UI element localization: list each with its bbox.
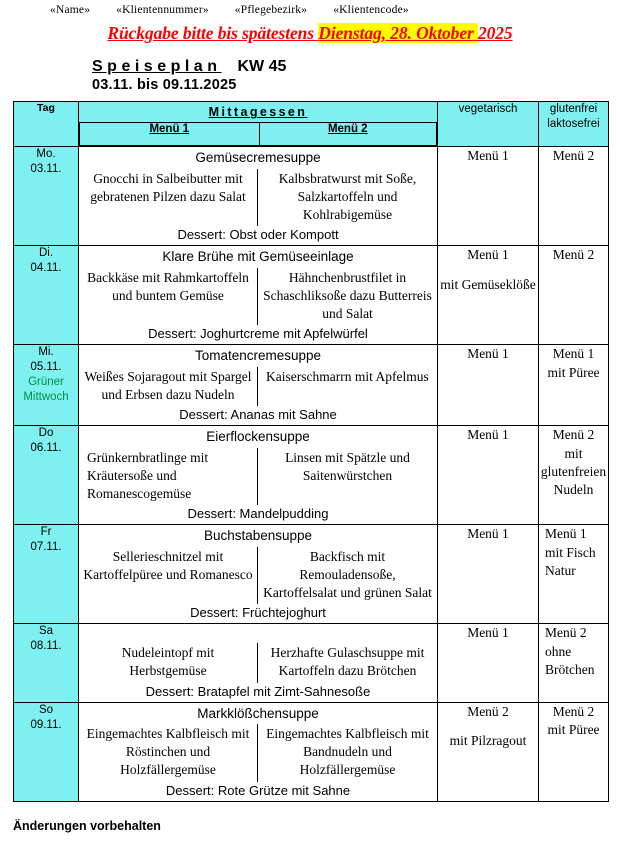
column-header-lunch-group — [79, 102, 438, 147]
menu-columns — [79, 724, 437, 781]
day-date: 05.11. — [30, 361, 62, 374]
dessert-text: Dessert: Ananas mit Sahne — [179, 406, 337, 422]
vegetarian-menu: Menü 2 — [467, 704, 509, 720]
table-row — [14, 624, 609, 703]
dessert-text: Dessert: Mandelpudding — [187, 505, 329, 521]
dessert-text: Dessert: Rote Grütze mit Sahne — [165, 782, 351, 798]
vegetarian-menu: Menü 1 — [467, 346, 509, 362]
vegetarian-cell — [438, 147, 539, 246]
menu-columns — [79, 268, 437, 325]
menu-2-text: Hähnchenbrustfilet in Schaschliksoße dazu Butterreis und Salat — [263, 269, 432, 321]
menu-2-text: Kalbsbratwurst mit Soße, Salzkartoffeln und Kohlrabigemüse — [278, 170, 417, 222]
menu-2-text: Backfisch mit Remouladensoße, Kartoffelsalat und grünen Salat — [263, 548, 432, 600]
vegetarian-menu: Menü 1 — [467, 148, 509, 164]
day-cell — [14, 345, 79, 426]
merge-field-client-code: «Klientencode» — [333, 4, 409, 16]
glutenfree-note: mit glutenfreien Nudeln — [540, 445, 607, 498]
menu-1-text: Nudeleintopf mit Herbstgemüse — [79, 643, 258, 682]
plan-title-line — [92, 58, 620, 76]
table-row — [14, 147, 609, 246]
glutenfree-note: mit Püree — [547, 722, 600, 738]
day-date: 08.11. — [30, 640, 62, 653]
glutenfree-menu: Menü 1 — [552, 346, 595, 362]
date-range-label: 03.11. bis 09.11.2025 — [92, 77, 237, 94]
soup-text — [79, 624, 437, 643]
table-row — [14, 246, 609, 345]
column-header-day: Tag — [14, 102, 79, 147]
menu-2-text: Linsen mit Spätzle und Saitenwürstchen — [285, 449, 410, 483]
day-date: 03.11. — [30, 163, 62, 176]
menu-2-text: Eingemachtes Kalbfleisch mit Bandnudeln und Holzfällergemüse — [266, 726, 429, 778]
day-name: Do — [38, 427, 54, 440]
menu-1-text: Gnocchi in Salbeibutter mit gebratenen Pilzen dazu Salat — [79, 169, 258, 226]
vegetarian-cell — [438, 246, 539, 345]
day-cell — [14, 426, 79, 525]
glutenfree-cell — [539, 525, 609, 624]
glutenfree-cell — [539, 624, 609, 703]
table-row — [14, 345, 609, 426]
vegetarian-cell — [438, 624, 539, 703]
vegetarian-cell — [438, 525, 539, 624]
glutenfree-menu: Menü 2 — [552, 148, 595, 164]
soup-text: Tomatencremesuppe — [194, 348, 322, 364]
glutenfree-line-1: glutenfrei — [549, 103, 598, 116]
meal-plan-table-wrapper — [0, 101, 620, 802]
menu-cell — [79, 624, 438, 703]
return-deadline-notice — [0, 23, 620, 44]
menu-2-text: Herzhafte Gulaschsuppe mit Kartoffeln dazu Brötchen — [270, 645, 425, 679]
merge-field-client-number: «Klientennummer» — [116, 4, 209, 16]
day-name: Di. — [38, 247, 54, 260]
mail-merge-field-row — [0, 0, 620, 16]
plan-title-block — [0, 58, 620, 93]
glutenfree-cell — [539, 345, 609, 426]
glutenfree-cell — [539, 246, 609, 345]
day-date: 04.11. — [30, 262, 62, 275]
merge-field-care-district: «Pflegebezirk» — [234, 4, 308, 16]
vegetarian-cell — [438, 703, 539, 802]
menu-1-text: Weißes Sojaragout mit Spargel und Erbsen dazu Nudeln — [79, 367, 258, 406]
merge-field-name: «Name» — [50, 4, 91, 16]
glutenfree-cell — [539, 147, 609, 246]
deadline-prefix-text: Rückgabe bitte bis spätestens — [107, 23, 319, 43]
day-name: Fr — [40, 526, 52, 539]
day-cell — [14, 147, 79, 246]
day-cell — [14, 525, 79, 624]
day-name: Mi. — [38, 346, 54, 359]
menu-cell — [79, 525, 438, 624]
day-cell — [14, 624, 79, 703]
day-date: 06.11. — [30, 442, 62, 455]
column-header-menu-2: Menü 2 — [259, 123, 437, 146]
vegetarian-note: mit Pilzragout — [449, 733, 527, 749]
glutenfree-line-2: laktosefrei — [547, 117, 600, 130]
glutenfree-note: ohne Brötchen — [545, 643, 595, 677]
deadline-highlighted-date: Dienstag, 28. Oktober — [318, 23, 478, 43]
table-row — [14, 426, 609, 525]
day-date: 07.11. — [30, 541, 62, 554]
vegetarian-note: mit Gemüseklöße — [440, 276, 536, 292]
day-name: So — [38, 704, 54, 717]
footer-disclaimer: Änderungen vorbehalten — [13, 819, 161, 834]
menu-columns — [79, 547, 437, 604]
day-cell — [14, 703, 79, 802]
vegetarian-menu: Menü 1 — [467, 625, 509, 641]
day-cell — [14, 246, 79, 345]
table-row — [14, 703, 609, 802]
glutenfree-menu: Menü 2 — [552, 247, 595, 263]
glutenfree-menu: Menü 2 — [552, 427, 595, 443]
soup-text: Eierflockensuppe — [206, 429, 310, 445]
menu-cell — [79, 246, 438, 345]
column-header-glutenfree — [539, 102, 609, 147]
glutenfree-menu: Menü 1 — [545, 526, 587, 542]
menu-2-text: Kaiserschmarrn mit Apfelmus — [266, 368, 429, 384]
menu-subheader-table — [79, 122, 437, 146]
vegetarian-cell — [438, 345, 539, 426]
menu-1-text: Grünkernbratlinge mit Kräutersoße und Romanescogemüse — [79, 448, 258, 505]
soup-text: Markklößchensuppe — [197, 706, 319, 722]
menu-cell — [79, 703, 438, 802]
dessert-text: Dessert: Früchtejoghurt — [190, 604, 326, 620]
menu-cell — [79, 345, 438, 426]
day-name: Sa — [38, 625, 54, 638]
column-header-lunch: Mittagessen — [79, 102, 437, 122]
soup-text: Klare Brühe mit Gemüseeinlage — [162, 249, 354, 265]
table-row — [14, 525, 609, 624]
glutenfree-menu: Menü 2 — [552, 704, 595, 720]
menu-1-text: Backkäse mit Rahmkartoffeln und buntem Gemüse — [79, 268, 258, 325]
page-title: Speiseplan — [92, 58, 222, 75]
column-header-menu-1: Menü 1 — [80, 123, 260, 146]
menu-cell — [79, 147, 438, 246]
menu-columns — [79, 643, 437, 682]
meal-plan-table — [13, 101, 609, 802]
glutenfree-cell — [539, 703, 609, 802]
soup-text: Buchstabensuppe — [203, 528, 313, 544]
vegetarian-menu: Menü 1 — [467, 526, 509, 542]
menu-cell — [79, 426, 438, 525]
menu-columns — [79, 367, 437, 406]
dessert-text: Dessert: Bratapfel mit Zimt-Sahnesoße — [145, 683, 371, 699]
day-note-green-wednesday: Grüner Mittwoch — [23, 376, 69, 404]
menu-columns — [79, 169, 437, 226]
vegetarian-cell — [438, 426, 539, 525]
table-header-row — [14, 102, 609, 147]
glutenfree-note: mit Fisch Natur — [545, 544, 596, 578]
vegetarian-menu: Menü 1 — [467, 247, 509, 263]
column-header-vegetarian: vegetarisch — [438, 102, 539, 147]
soup-text: Gemüsecremesuppe — [195, 150, 321, 166]
calendar-week-label: KW 45 — [237, 58, 287, 75]
day-name: Mo. — [36, 148, 56, 161]
dessert-text: Dessert: Joghurtcreme mit Apfelwürfel — [148, 325, 368, 341]
glutenfree-note: mit Püree — [547, 364, 600, 380]
dessert-text: Dessert: Obst oder Kompott — [177, 226, 339, 242]
menu-columns — [79, 448, 437, 505]
glutenfree-menu: Menü 2 — [545, 625, 587, 641]
menu-1-text: Sellerieschnitzel mit Kartoffelpüree und Romanesco — [79, 547, 258, 604]
table-body — [14, 102, 609, 802]
day-date: 09.11. — [30, 719, 62, 732]
vegetarian-menu: Menü 1 — [467, 427, 509, 443]
menu-1-text: Eingemachtes Kalbfleisch mit Röstinchen und Holzfällergemüse — [79, 724, 258, 781]
glutenfree-cell — [539, 426, 609, 525]
deadline-year-text: 2025 — [477, 23, 513, 43]
